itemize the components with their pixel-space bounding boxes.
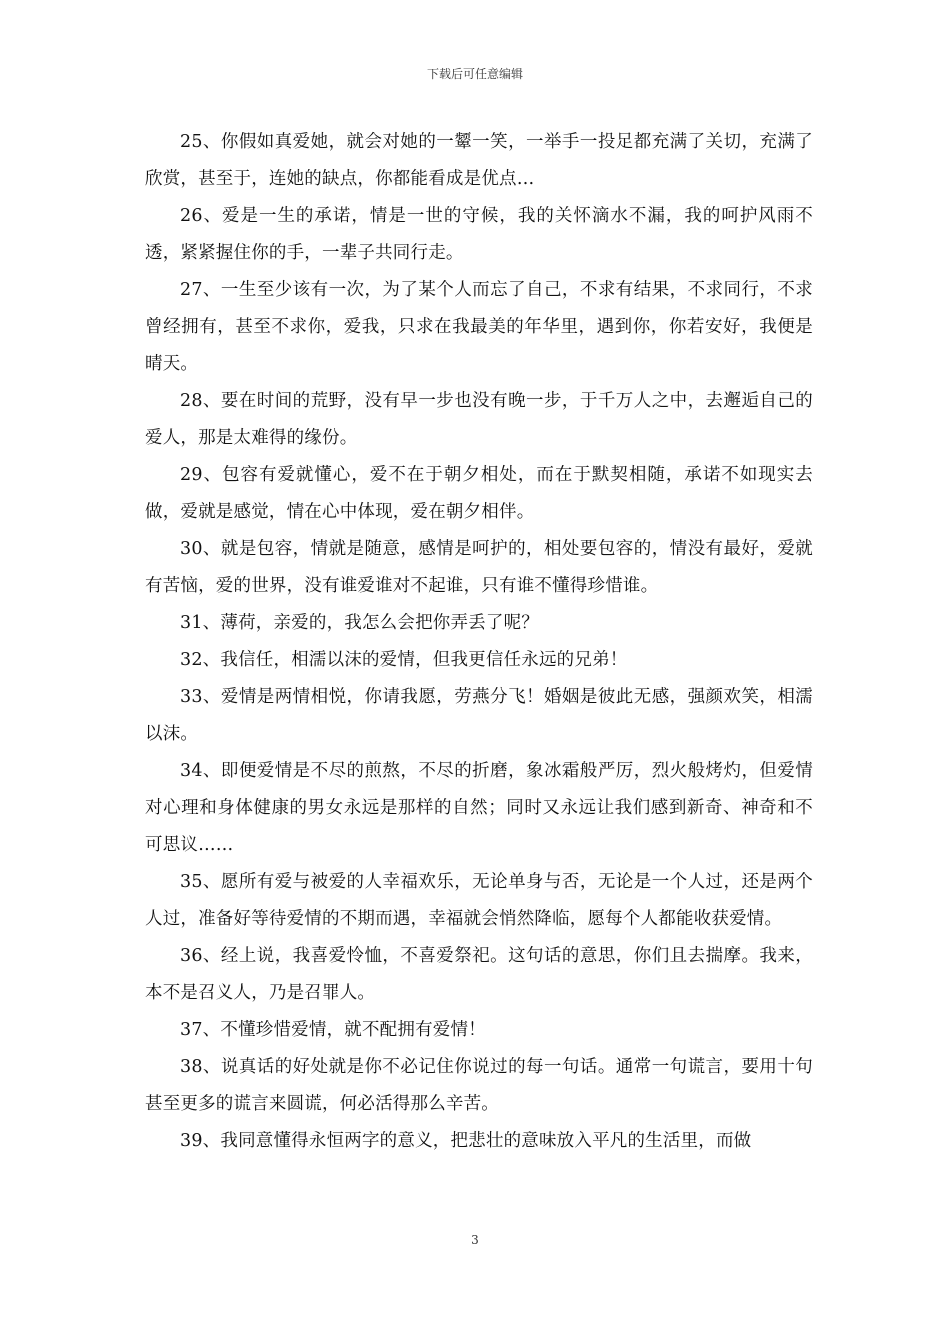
paragraph-28: 28、要在时间的荒野，没有早一步也没有晚一步，于千万人之中，去邂逅自己的爱人，那是太难得的缘份。 xyxy=(145,391,813,448)
paragraph-29: 29、包容有爱就懂心，爱不在于朝夕相处，而在于默契相随，承诺不如现实去做，爱就是感觉，情在心中体现，爱在朝夕相伴。 xyxy=(145,465,813,522)
paragraph-31: 31、薄荷，亲爱的，我怎么会把你弄丢了呢？ xyxy=(180,613,539,633)
page-number: 3 xyxy=(471,1233,479,1247)
paragraph-36: 36、经上说，我喜爱怜恤，不喜爱祭祀。这句话的意思，你们且去揣摩。我来，本不是召义人，乃是召罪人。 xyxy=(145,946,813,1003)
document-body xyxy=(145,124,813,1160)
paragraph-35: 35、愿所有爱与被爱的人幸福欢乐，无论单身与否，无论是一个人过，还是两个人过，准备好等待爱情的不期而遇，幸福就会悄然降临，愿每个人都能收获爱情。 xyxy=(145,872,813,929)
paragraph-33: 33、爱情是两情相悦，你请我愿，劳燕分飞！婚姻是彼此无感，强颜欢笑，相濡以沫。 xyxy=(145,687,813,744)
paragraph-25: 25、你假如真爱她，就会对她的一颦一笑，一举手一投足都充满了关切，充满了欣赏，甚至于，连她的缺点，你都能看成是优点… xyxy=(145,132,813,189)
paragraph-38: 38、说真话的好处就是你不必记住你说过的每一句话。通常一句谎言，要用十句甚至更多的谎言来圆谎，何必活得那么辛苦。 xyxy=(145,1057,813,1114)
paragraph-37: 37、不懂珍惜爱情，就不配拥有爱情！ xyxy=(180,1020,486,1040)
paragraph-30: 30、就是包容，情就是随意，感情是呵护的，相处要包容的，情没有最好，爱就有苦恼，爱的世界，没有谁爱谁对不起谁，只有谁不懂得珍惜谁。 xyxy=(145,539,813,596)
page-header: 下载后可任意编辑 xyxy=(426,67,523,81)
paragraph-34: 34、即便爱情是不尽的煎熬，不尽的折磨，象冰霜般严厉，烈火般烤灼，但爱情对心理和身体健康的男女永远是那样的自然；同时又永远让我们感到新奇、神奇和不可思议…… xyxy=(145,761,813,855)
paragraph-26: 26、爱是一生的承诺，情是一世的守候，我的关怀滴水不漏，我的呵护风雨不透，紧紧握住你的手，一辈子共同行走。 xyxy=(145,206,813,263)
paragraph-27: 27、一生至少该有一次，为了某个人而忘了自己，不求有结果，不求同行，不求曾经拥有，甚至不求你，爱我，只求在我最美的年华里，遇到你，你若安好，我便是晴天。 xyxy=(145,280,813,374)
paragraph-39: 39、我同意懂得永恒两字的意义，把悲壮的意味放入平凡的生活里，而做 xyxy=(180,1131,752,1151)
paragraph-32: 32、我信任，相濡以沫的爱情，但我更信任永远的兄弟！ xyxy=(180,650,628,670)
